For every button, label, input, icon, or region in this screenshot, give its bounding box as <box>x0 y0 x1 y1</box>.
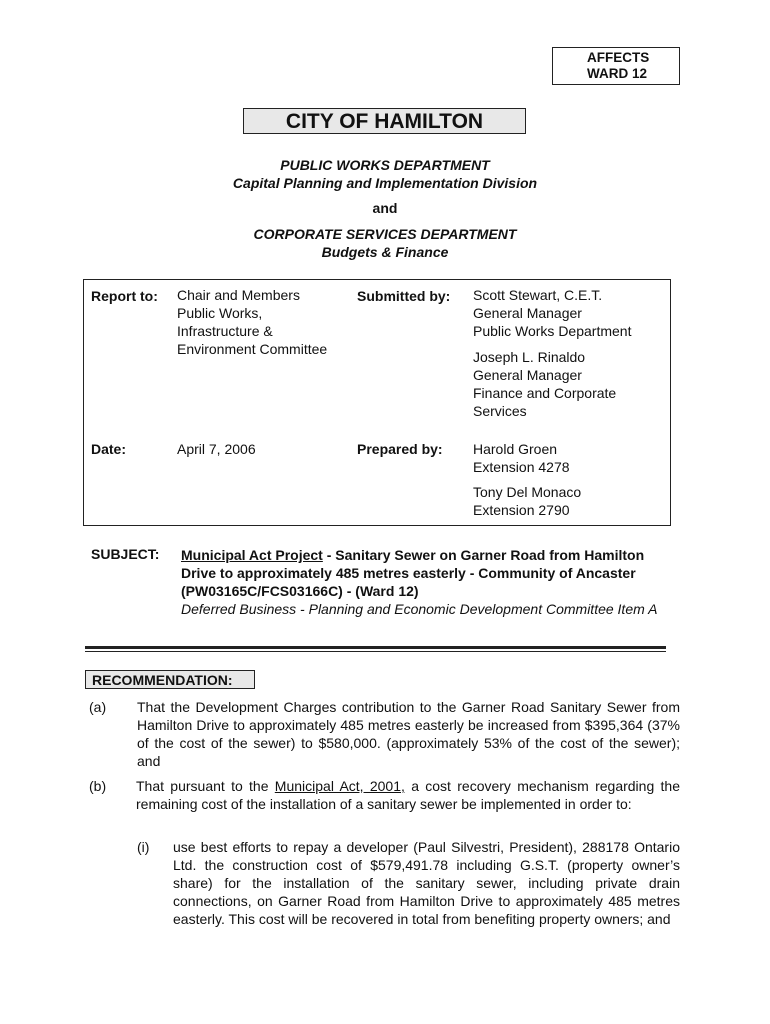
subject-label: SUBJECT: <box>91 546 160 562</box>
dept1-name: PUBLIC WORKS DEPARTMENT <box>280 157 490 173</box>
item-b-act: Municipal Act, 2001, <box>274 778 405 794</box>
item-b-pre: That pursuant to the <box>136 778 275 794</box>
affects-ward-box <box>552 47 680 85</box>
dept1-division: Capital Planning and Implementation Division <box>232 175 538 191</box>
section-divider <box>85 646 666 649</box>
item-i-text: use best efforts to repay a developer (Paul Silvestri, President), 288178 Ontario Ltd. the construction cost of $579,491.78 including G.S.T. (property owner’s share) for the installation of the sanitary sewer, including private drain connections, on Garner Road from Hamilton Drive to approximately 485 metres easterly. This cost will be recovered in total from benefiting property owners; and <box>173 839 680 927</box>
report-to-line: Environment Committee <box>177 341 328 357</box>
dept2-name: CORPORATE SERVICES DEPARTMENT <box>253 226 517 242</box>
dept2-division: Budgets & Finance <box>321 244 449 260</box>
date-label: Date: <box>91 441 127 457</box>
submitted-by-label: Submitted by: <box>357 288 451 304</box>
report-to-line: Infrastructure & <box>177 323 273 339</box>
submitted-by-2 <box>473 348 616 420</box>
subject-project-name: Municipal Act Project <box>181 547 323 563</box>
prepared-by-2 <box>473 483 581 519</box>
subject-text <box>181 546 681 618</box>
submitted-by-line: Finance and Corporate <box>473 385 617 401</box>
submitted-by-line: Public Works Department <box>473 323 632 339</box>
report-to-value <box>177 286 327 358</box>
page-title: CITY OF HAMILTON <box>243 108 526 134</box>
item-a-label: (a) <box>89 699 107 715</box>
affects-line1: AFFECTS <box>587 50 650 65</box>
prepared-by-line: Extension 4278 <box>473 459 570 475</box>
item-b-label: (b) <box>89 778 107 794</box>
submitted-by-line: General Manager <box>473 305 582 321</box>
subject-description: - Sanitary Sewer on Garner Road from Hamilton Drive to approximately 485 metres easterly - Community of Ancaster (PW03165C/FCS03166C) - (Ward 12) <box>181 547 645 599</box>
submitted-by-line: Services <box>473 403 527 419</box>
submitted-by-line: Joseph L. Rinaldo <box>473 349 586 365</box>
section-divider <box>85 651 666 652</box>
subject-deferred-note: Deferred Business - Planning and Economic Development Committee Item A <box>181 601 658 617</box>
affects-line2: WARD 12 <box>587 66 648 81</box>
prepared-by-line: Harold Groen <box>473 441 558 457</box>
item-b-text <box>136 777 680 813</box>
prepared-by-line: Tony Del Monaco <box>473 484 582 500</box>
and-text: and <box>372 200 398 216</box>
prepared-by-1 <box>473 440 570 476</box>
prepared-by-label: Prepared by: <box>357 441 443 457</box>
report-to-line: Chair and Members <box>177 287 300 303</box>
recommendation-heading: RECOMMENDATION: <box>85 670 255 689</box>
item-a-text: That the Development Charges contribution to the Garner Road Sanitary Sewer from Hamilton Drive to approximately 485 metres easterly be increased from $395,364 (37% of the cost of the sewer) to $580,000. (approximately 53% of the cost of the sewer); and <box>137 699 680 769</box>
report-to-line: Public Works, <box>177 305 263 321</box>
item-b-post: a cost recovery mechanism regarding the remaining cost of the installation of a sanitary sewer be implemented in order to: <box>136 778 680 812</box>
prepared-by-line: Extension 2790 <box>473 502 570 518</box>
submitted-by-line: Scott Stewart, C.E.T. <box>473 287 603 303</box>
item-i-label: (i) <box>137 839 150 855</box>
report-to-label: Report to: <box>91 288 158 304</box>
submitted-by-line: General Manager <box>473 367 582 383</box>
submitted-by-1 <box>473 286 631 340</box>
date-value: April 7, 2006 <box>177 441 256 457</box>
